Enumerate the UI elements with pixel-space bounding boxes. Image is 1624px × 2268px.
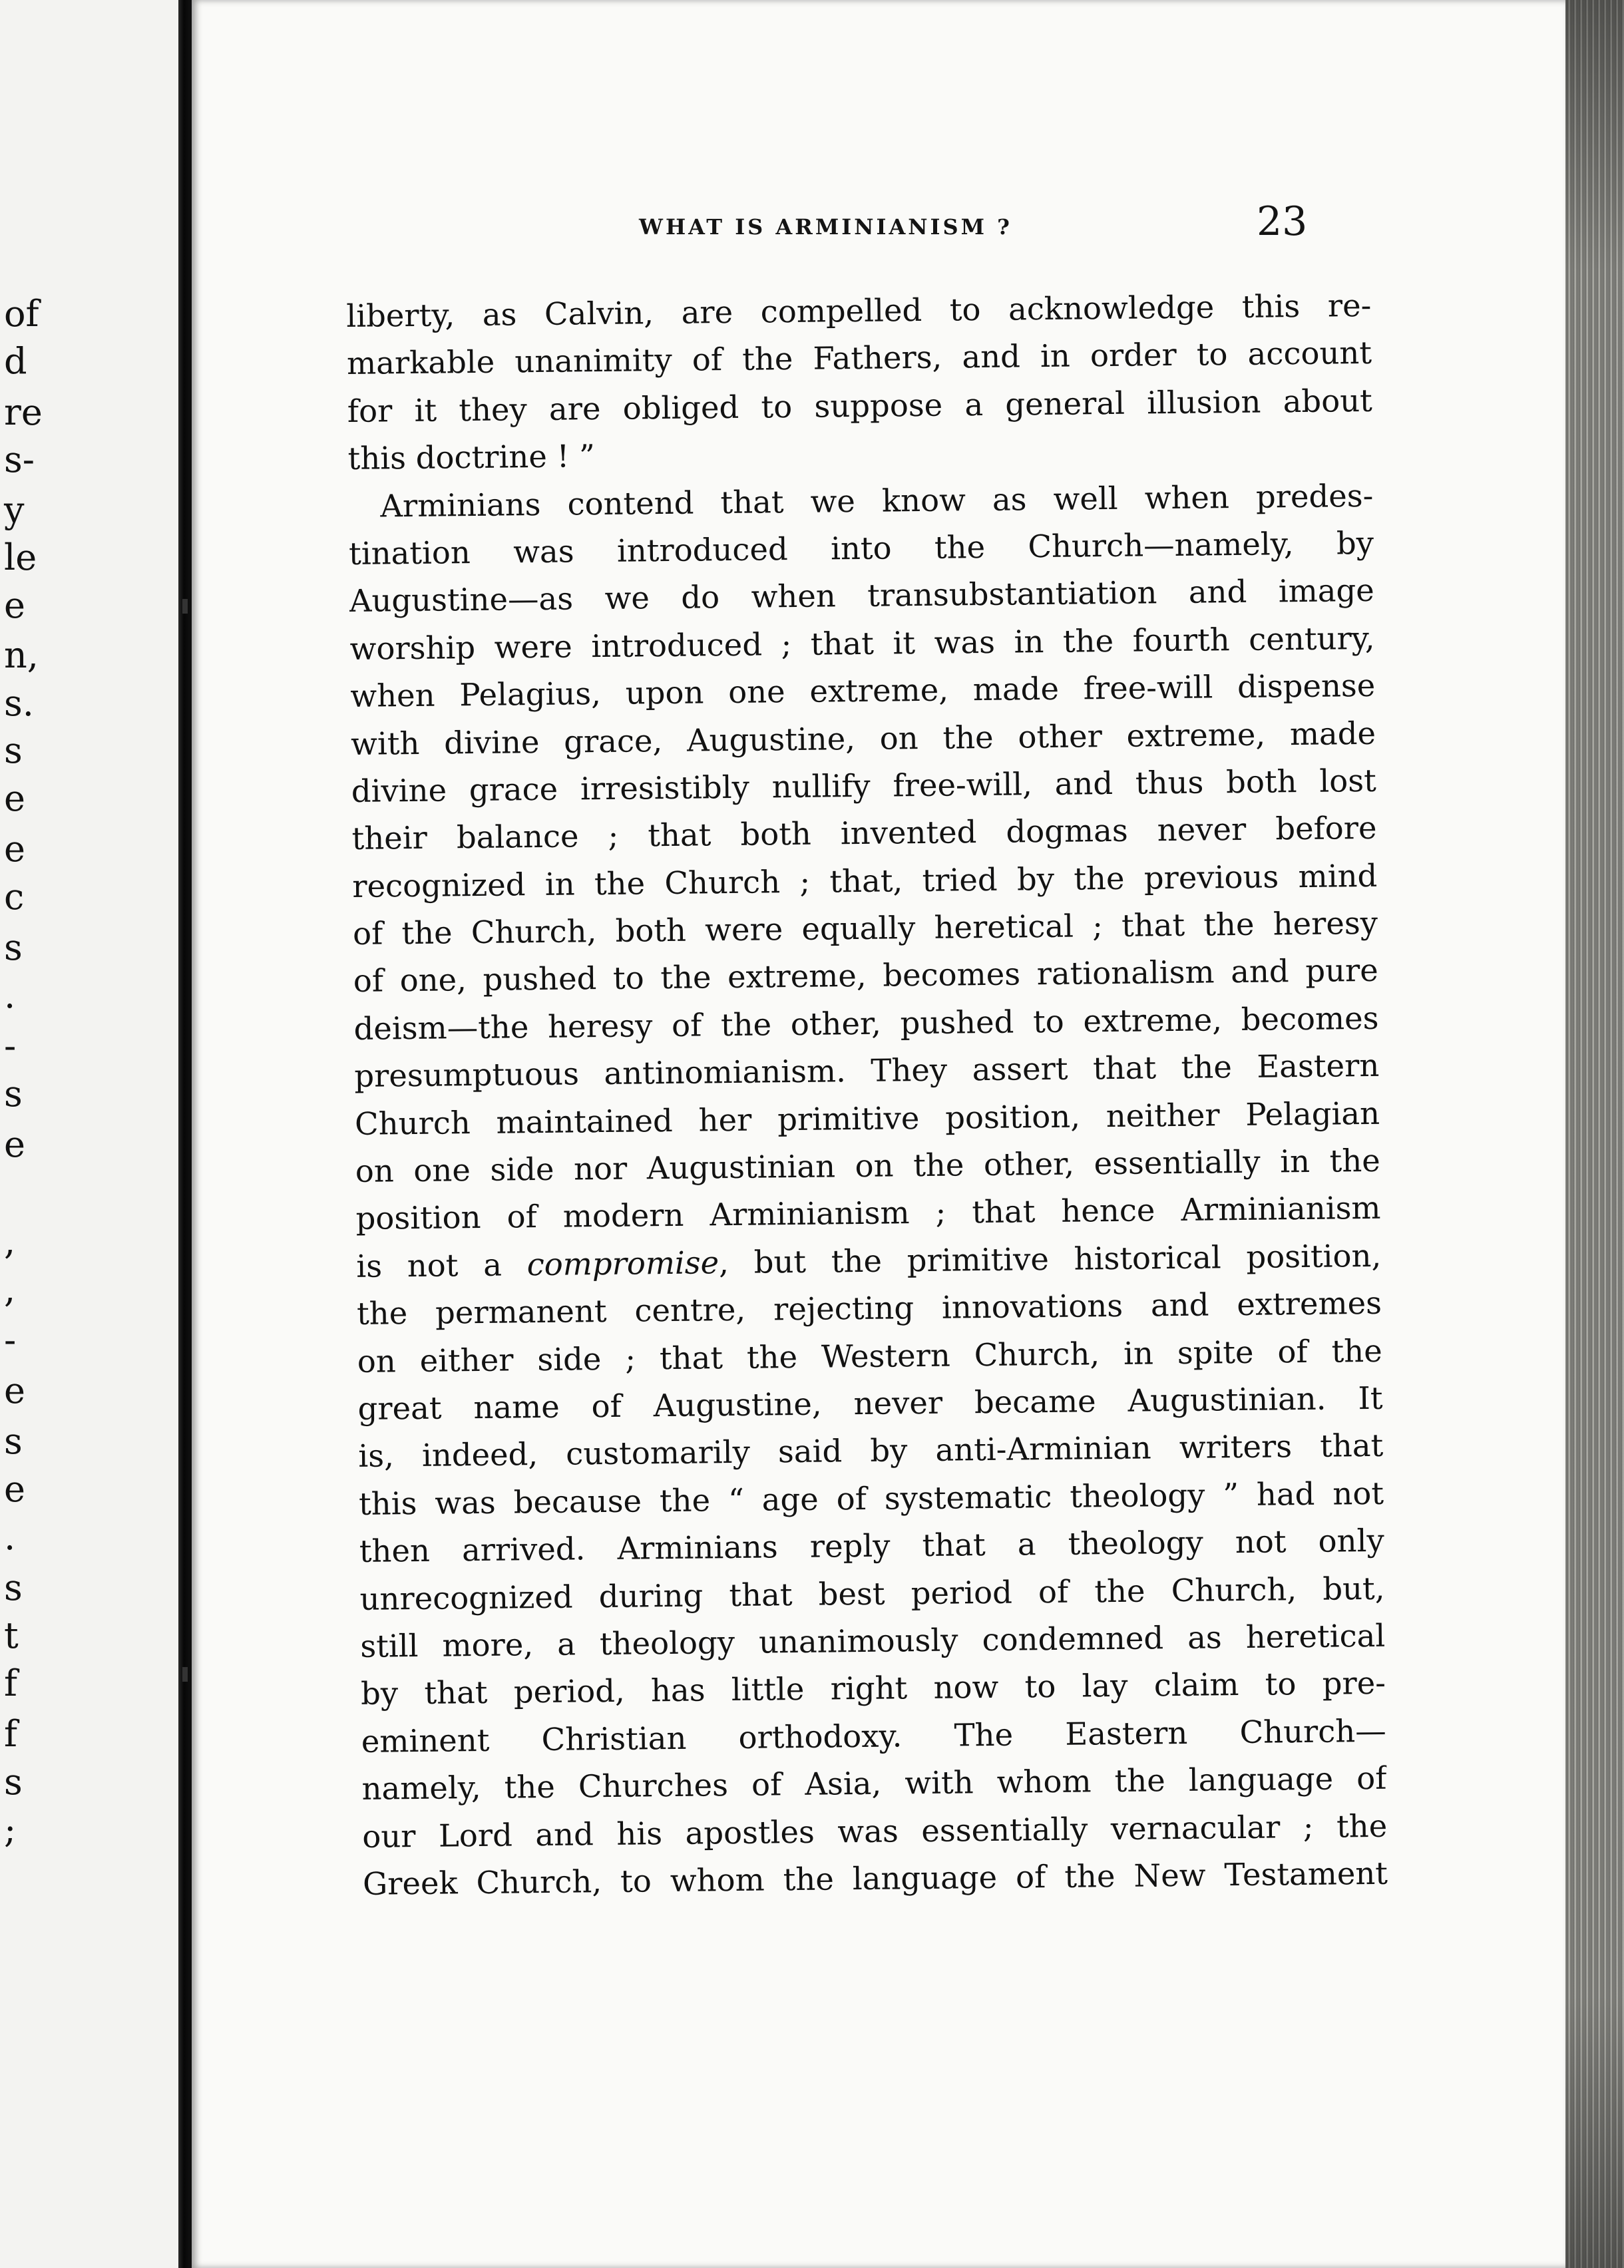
text-line: Arminians contend that we know as well when predes- (380, 477, 1374, 524)
text-line: recognized in the Church ; that, tried by the previous mind (352, 857, 1378, 904)
bleed-fragment: s (4, 1073, 23, 1115)
text-line: namely, the Churches of Asia, with whom the language of (361, 1760, 1387, 1807)
bleed-fragment: - (4, 1319, 17, 1361)
bleed-fragment: e (4, 1370, 25, 1412)
text-line: for it they are obliged to suppose a general illusion about (347, 382, 1373, 429)
bleed-fragment: - (4, 1025, 17, 1067)
bleed-fragment: e (4, 828, 25, 870)
bleed-fragment: re (4, 391, 43, 433)
text-line: Greek Church, to whom the language of the New Testament (362, 1855, 1388, 1902)
bleed-fragment: of (4, 293, 39, 335)
text-line: Augustine—as we do when transubstantiation and image (349, 572, 1375, 620)
text-line: of the Church, both were equally heretical ; that the heresy (352, 904, 1378, 952)
bleed-fragment: s (4, 1567, 23, 1608)
text-line: still more, a theology unanimously condemned as heretical (360, 1617, 1386, 1664)
page-number: 23 (1257, 198, 1308, 245)
bleed-fragment: t (4, 1614, 19, 1656)
text-line: with divine grace, Augustine, on the other extreme, made (350, 715, 1376, 762)
text-segment: is not a (356, 1246, 527, 1284)
text-line: tination was introduced into the Church—namely, by (348, 524, 1374, 572)
bleed-fragment: . (4, 1516, 16, 1558)
text-line: great name of Augustine, never became Augustinian. It (357, 1380, 1383, 1427)
bleed-fragment: , (4, 1268, 16, 1310)
bleed-fragment: d (4, 340, 27, 382)
text-line: position of modern Arminianism ; that hence Arminianism (355, 1190, 1381, 1237)
text-line: is, indeed, customarily said by anti-Arminian writers that (358, 1427, 1384, 1475)
text-line: by that period, has little right now to lay claim to pre- (360, 1665, 1386, 1712)
bleed-fragment: c (4, 876, 25, 918)
bleed-fragment: e (4, 1123, 25, 1165)
running-head: WHAT IS ARMINIANISM ? (639, 214, 1012, 240)
text-line: on either side ; that the Western Church, in spite of the (357, 1332, 1383, 1380)
bleed-fragment: n, (4, 634, 39, 676)
bleed-fragment: le (4, 536, 37, 578)
italic-word: compromise (526, 1244, 719, 1283)
text-line: Church maintained her primitive position, neither Pelagian (354, 1095, 1380, 1142)
gutter-mark (182, 599, 188, 614)
bleed-fragment: ; (4, 1809, 17, 1851)
bleed-fragment: f (4, 1713, 17, 1755)
bleed-fragment: e (4, 584, 25, 626)
bleed-fragment: s (4, 1420, 23, 1462)
text-line: eminent Christian orthodoxy. The Eastern Church— (361, 1712, 1386, 1760)
body-text (346, 282, 1388, 1908)
text-line: this doctrine ! ” (347, 438, 596, 477)
bleed-fragment: s. (4, 682, 34, 724)
text-line: the permanent centre, rejecting innovations and extremes (356, 1284, 1382, 1332)
text-line: on one side nor Augustinian on the other, essentially in the (355, 1142, 1381, 1189)
bleed-fragment: y (4, 489, 25, 531)
text-segment: , but the primitive historical position, (718, 1237, 1382, 1281)
text-line: our Lord and his apostles was essentially vernacular ; the (362, 1807, 1388, 1855)
gutter-mark (182, 1667, 188, 1682)
text-line: unrecognized during that best period of the Church, but, (359, 1570, 1385, 1617)
bleed-fragment: s (4, 729, 23, 771)
text-line: their balance ; that both invented dogmas never before (351, 810, 1377, 857)
book-gutter (178, 0, 192, 2268)
bleed-fragment: s (4, 926, 23, 968)
text-line: this was because the “ age of systematic theology ” had not (358, 1475, 1384, 1522)
bleed-fragment: s (4, 1761, 23, 1803)
text-line: then arrived. Arminians reply that a theology not only (359, 1522, 1385, 1570)
bleed-fragment: e (4, 1468, 25, 1510)
bleed-fragment: e (4, 777, 25, 819)
text-line: liberty, as Calvin, are compelled to acknowledge this re- (346, 287, 1372, 334)
text-line: when Pelagius, upon one extreme, made free-will dispense (350, 667, 1376, 715)
text-line: presumptuous antinomianism. They assert that the Eastern (354, 1047, 1380, 1095)
text-line: divine grace irresistibly nullify free-will, and thus both lost (351, 762, 1377, 809)
page-edges-shade (1565, 0, 1624, 2268)
facing-page-text-fragments (0, 0, 178, 2268)
text-line: worship were introduced ; that it was in the fourth century, (349, 620, 1375, 667)
bleed-fragment: , (4, 1221, 16, 1262)
bleed-fragment: f (4, 1662, 17, 1704)
bleed-fragment: . (4, 974, 16, 1016)
text-line: of one, pushed to the extreme, becomes rationalism and pure (353, 952, 1379, 1000)
bleed-fragment: s- (4, 439, 35, 480)
text-line: markable unanimity of the Fathers, and in order to account (346, 335, 1372, 382)
text-line: deism—the heresy of the other, pushed to extreme, becomes (353, 1000, 1379, 1047)
